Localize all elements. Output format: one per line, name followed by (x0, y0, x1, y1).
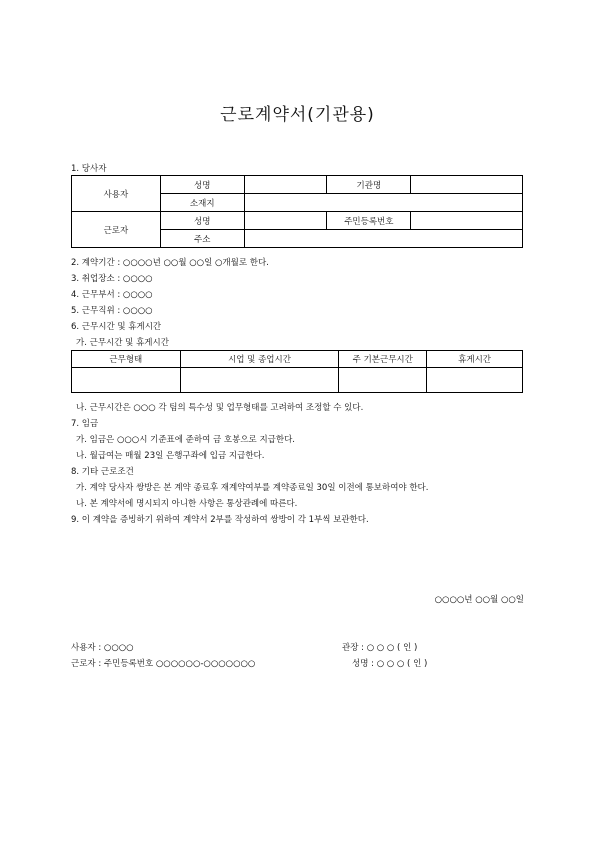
worker-name-cell[interactable] (244, 212, 327, 230)
employer-label: 사용자 (72, 176, 161, 212)
wage-item-b: 나. 월급여는 매월 23일 은행구좌에 입금 지급한다. (76, 451, 265, 461)
contract-term: 2. 계약기간 : ○○○○년 ○○월 ○○일 ○개월로 한다. (71, 258, 269, 268)
parties-table (71, 175, 523, 248)
worker-label: 근로자 (72, 212, 161, 248)
hours-header-break: 휴게시간 (427, 351, 523, 368)
department: 4. 근무부서 : ○○○○ (71, 290, 153, 300)
resident-no-label: 주민등록번호 (327, 212, 411, 230)
hours-header-weekly: 주 기본근무시간 (339, 351, 427, 368)
hours-adjustment: 나. 근무시간은 ○○○ 각 팀의 특수성 및 업무형태를 고려하여 조정할 수 있다. (76, 403, 364, 413)
worker-name-label: 성명 (160, 212, 244, 230)
employer-name-cell[interactable] (244, 176, 327, 194)
hours-table (71, 350, 523, 393)
director-signature: 관장 : ○ ○ ○ ( 인 ) (342, 643, 418, 653)
section-parties-heading: 1. 당사자 (71, 164, 107, 174)
etc-item-a: 가. 계약 당사자 쌍방은 본 계약 종료후 재계약여부를 계약종료일 30일 이전에 통보하여야 한다. (76, 483, 429, 493)
hours-cell-type[interactable] (72, 368, 181, 393)
etc-heading: 8. 기타 근로조건 (71, 467, 134, 477)
employer-name-label: 성명 (160, 176, 244, 194)
workplace: 3. 취업장소 : ○○○○ (71, 274, 153, 284)
position: 5. 근무직위 : ○○○○ (71, 306, 153, 316)
hours-cell-weekly[interactable] (339, 368, 427, 393)
wage-heading: 7. 임금 (71, 419, 99, 429)
worker-address-label: 주소 (160, 230, 244, 248)
org-name-label: 기관명 (327, 176, 411, 194)
hours-cell-startend[interactable] (180, 368, 339, 393)
worker-name-signature: 성명 : ○ ○ ○ ( 인 ) (352, 659, 428, 669)
hours-cell-break[interactable] (427, 368, 523, 393)
hours-subheading: 가. 근무시간 및 휴게시간 (76, 338, 169, 348)
contract-date: ○○○○년 ○○월 ○○일 (434, 595, 524, 605)
employer-signature: 사용자 : ○○○○ (71, 643, 134, 653)
hours-heading: 6. 근무시간 및 휴게시간 (71, 322, 162, 332)
wage-item-a: 가. 임금은 ○○○시 기준표에 준하여 금 호봉으로 지급한다. (76, 435, 296, 445)
employer-address-label: 소재지 (160, 194, 244, 212)
employer-address-cell[interactable] (244, 194, 522, 212)
hours-header-type: 근무형태 (72, 351, 181, 368)
hours-header-startend: 시업 및 종업시간 (180, 351, 339, 368)
worker-signature: 근로자 : 주민등록번호 ○○○○○○-○○○○○○○ (71, 659, 256, 669)
final-clause: 9. 이 계약을 증빙하기 위하여 계약서 2부를 작성하여 쌍방이 각 1부씩 보관한다. (71, 515, 369, 525)
worker-address-cell[interactable] (244, 230, 522, 248)
org-name-cell[interactable] (411, 176, 523, 194)
document-title: 근로계약서(기관용) (220, 105, 375, 125)
etc-item-b: 나. 본 계약서에 명시되지 아니한 사항은 통상관례에 따른다. (76, 499, 298, 509)
resident-no-cell[interactable] (411, 212, 523, 230)
